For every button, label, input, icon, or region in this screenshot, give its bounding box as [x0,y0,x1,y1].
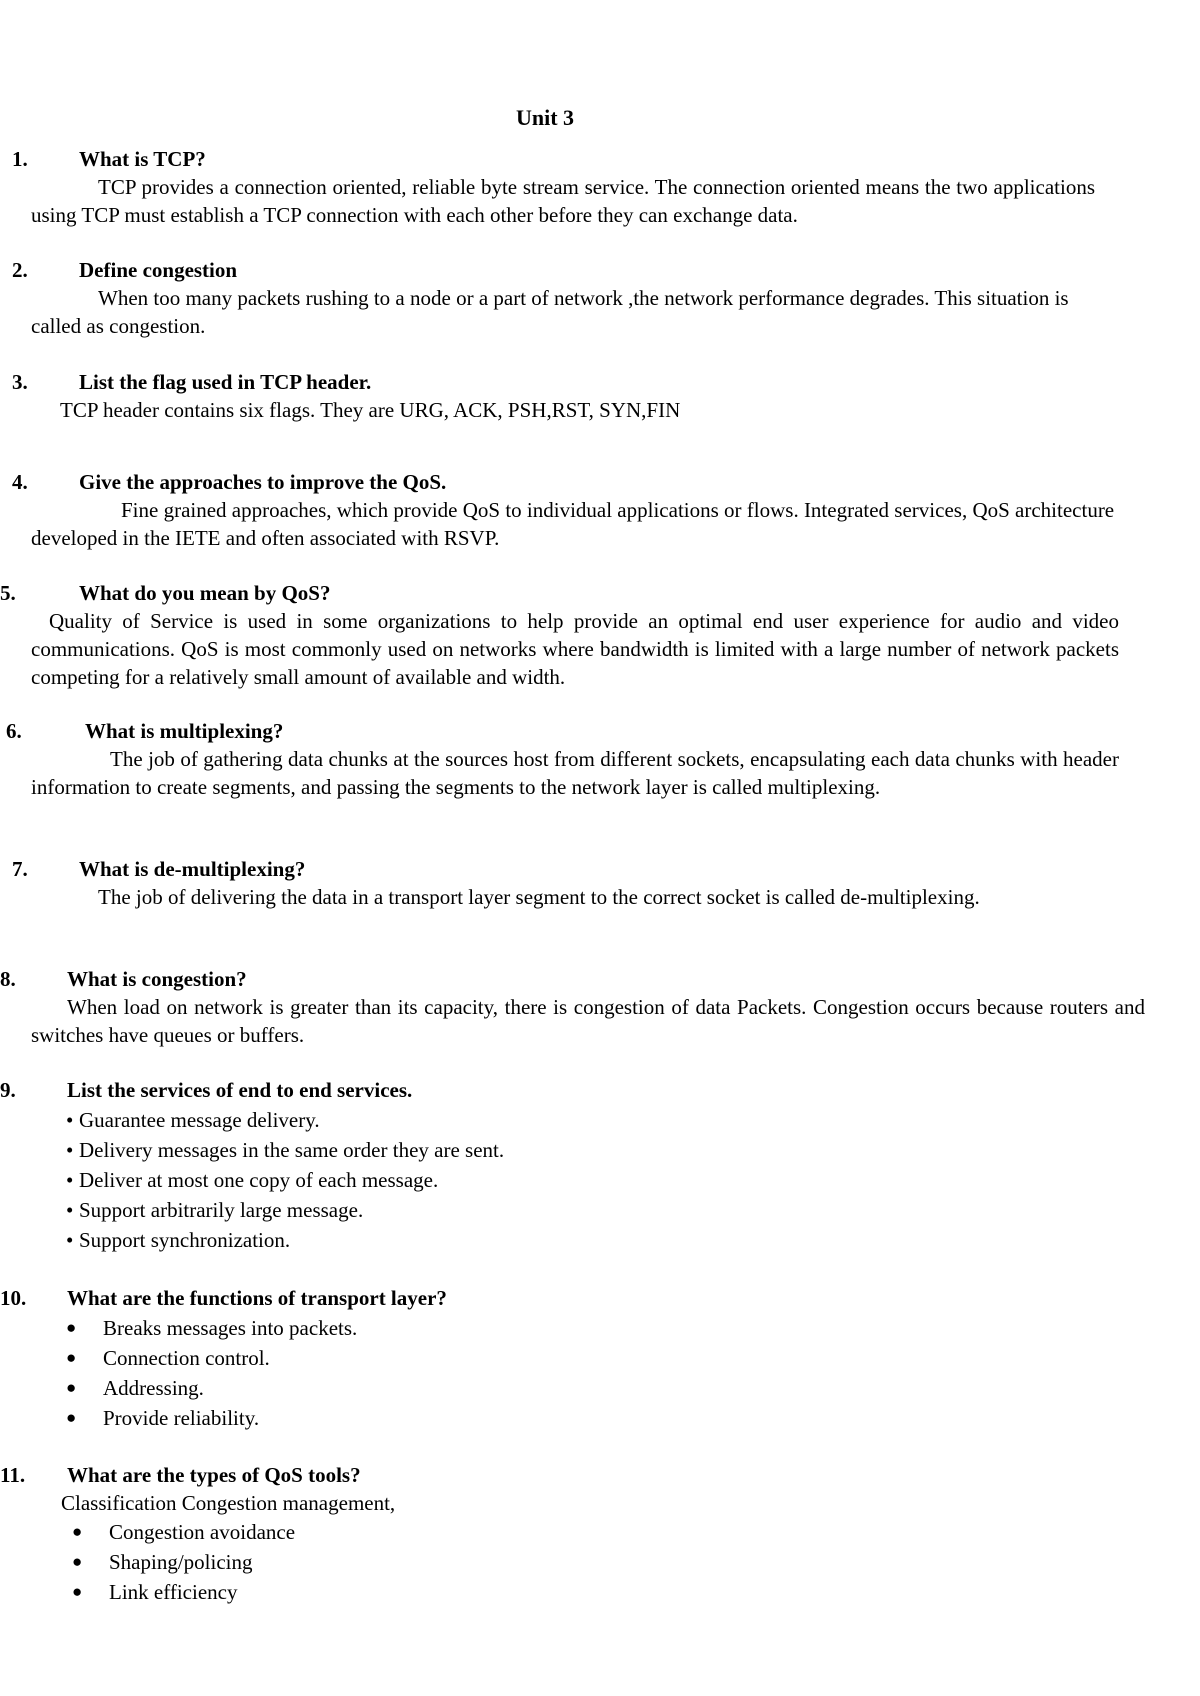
bullet-icon: • [66,1228,74,1252]
list-item: ● Link efficiency [72,1577,1170,1607]
answer-text: Quality of Service is used in some organizations to help provide an optimal end user experience for audio and video communications. QoS is most commonly used on networks where bandwidth is limited with a large number of network packets competing for a relatively small amount of available and width. [31,609,1119,689]
answer-text: The job of gathering data chunks at the sources host from different sockets, encapsulating each data chunks with header information to create segments, and passing the segments to the network layer is called multiplexing. [31,747,1119,799]
question-number: 2. [12,258,28,282]
question-number: 11. [0,1463,26,1487]
question-6-heading [0,717,1170,745]
bullet-icon: • [66,1138,74,1162]
question-5-heading [0,579,1170,607]
bullet-icon: ● [72,1522,83,1541]
bullet-icon: • [66,1168,74,1192]
page-title: Unit 3 [515,105,575,130]
list-item: ● Provide reliability. [66,1403,1170,1433]
question-number: 8. [0,967,16,991]
bullet-icon: • [66,1198,74,1222]
question-text: Give the approaches to improve the QoS. [79,470,447,494]
question-4 [0,468,1170,552]
question-1 [0,145,1170,229]
list-item: • Support synchronization. [66,1225,1170,1255]
bullet-icon: ● [66,1408,77,1427]
list-item: ● Breaks messages into packets. [66,1313,1170,1343]
question-text: What are the functions of transport layer? [67,1286,447,1310]
functions-list [66,1313,1170,1433]
bullet-icon: • [66,1108,74,1132]
question-number: 7. [12,857,28,881]
question-text: List the services of end to end services. [67,1078,413,1102]
services-list [66,1105,1170,1255]
question-3-heading [0,368,1170,396]
answer-text: When load on network is greater than its capacity, there is congestion of data Packets. Congestion occurs because routers and switches have queues or buffers. [31,995,1145,1047]
question-text: What is congestion? [67,967,247,991]
question-text: What are the types of QoS tools? [67,1463,361,1487]
list-item: ● Shaping/policing [72,1547,1170,1577]
question-number: 9. [0,1078,16,1102]
question-text: What is de-multiplexing? [79,857,306,881]
question-text: Define congestion [79,258,238,282]
question-text: What do you mean by QoS? [79,581,331,605]
question-text: What is multiplexing? [85,719,284,743]
question-number: 10. [0,1286,27,1310]
answer-text: TCP provides a connection oriented, reliable byte stream service. The connection oriented means the two applications using TCP must establish a TCP connection with each other before they can exchange data. [31,175,1095,227]
question-text: List the flag used in TCP header. [79,370,372,394]
answer-intro: Classification Congestion management, [61,1491,396,1515]
list-item: ● Addressing. [66,1373,1170,1403]
list-item: • Deliver at most one copy of each message. [66,1165,1170,1195]
bullet-icon: ● [66,1318,77,1337]
question-10 [0,1284,1170,1433]
list-item: ● Connection control. [66,1343,1170,1373]
question-text: What is TCP? [79,147,206,171]
list-item: • Guarantee message delivery. [66,1105,1170,1135]
question-9 [0,1076,1170,1255]
question-number: 1. [12,147,28,171]
question-number: 5. [0,581,16,605]
answer-text: The job of delivering the data in a transport layer segment to the correct socket is called de-multiplexing. [98,885,980,909]
question-5 [0,579,1170,691]
question-3 [0,368,1170,424]
bullet-icon: ● [72,1552,83,1571]
question-7-heading [0,855,1170,883]
question-8-heading [0,965,1170,993]
answer-text: Fine grained approaches, which provide QoS to individual applications or flows. Integrated services, QoS architecture developed in the IETE and often associated with RSVP. [31,498,1115,550]
bullet-icon: ● [66,1348,77,1367]
qos-tools-list [72,1517,1170,1607]
question-4-heading [0,468,1170,496]
question-11-heading [0,1461,1170,1489]
answer-text: TCP header contains six flags. They are URG, ACK, PSH,RST, SYN,FIN [60,398,681,422]
answer-text: When too many packets rushing to a node or a part of network ,the network performance degrades. This situation is called as congestion. [31,286,1069,338]
question-number: 6. [6,719,22,743]
question-11 [0,1461,1170,1607]
list-item: ● Congestion avoidance [72,1517,1170,1547]
question-10-heading [0,1284,1170,1312]
question-number: 3. [12,370,28,394]
question-number: 4. [12,470,28,494]
question-6 [0,717,1170,801]
question-1-heading [0,145,1170,173]
list-item: • Delivery messages in the same order they are sent. [66,1135,1170,1165]
question-8 [0,965,1170,1049]
question-2 [0,256,1170,340]
list-item: • Support arbitrarily large message. [66,1195,1170,1225]
question-2-heading [0,256,1170,284]
question-9-heading [0,1076,1170,1104]
question-7 [0,855,1170,911]
bullet-icon: ● [72,1582,83,1601]
bullet-icon: ● [66,1378,77,1397]
